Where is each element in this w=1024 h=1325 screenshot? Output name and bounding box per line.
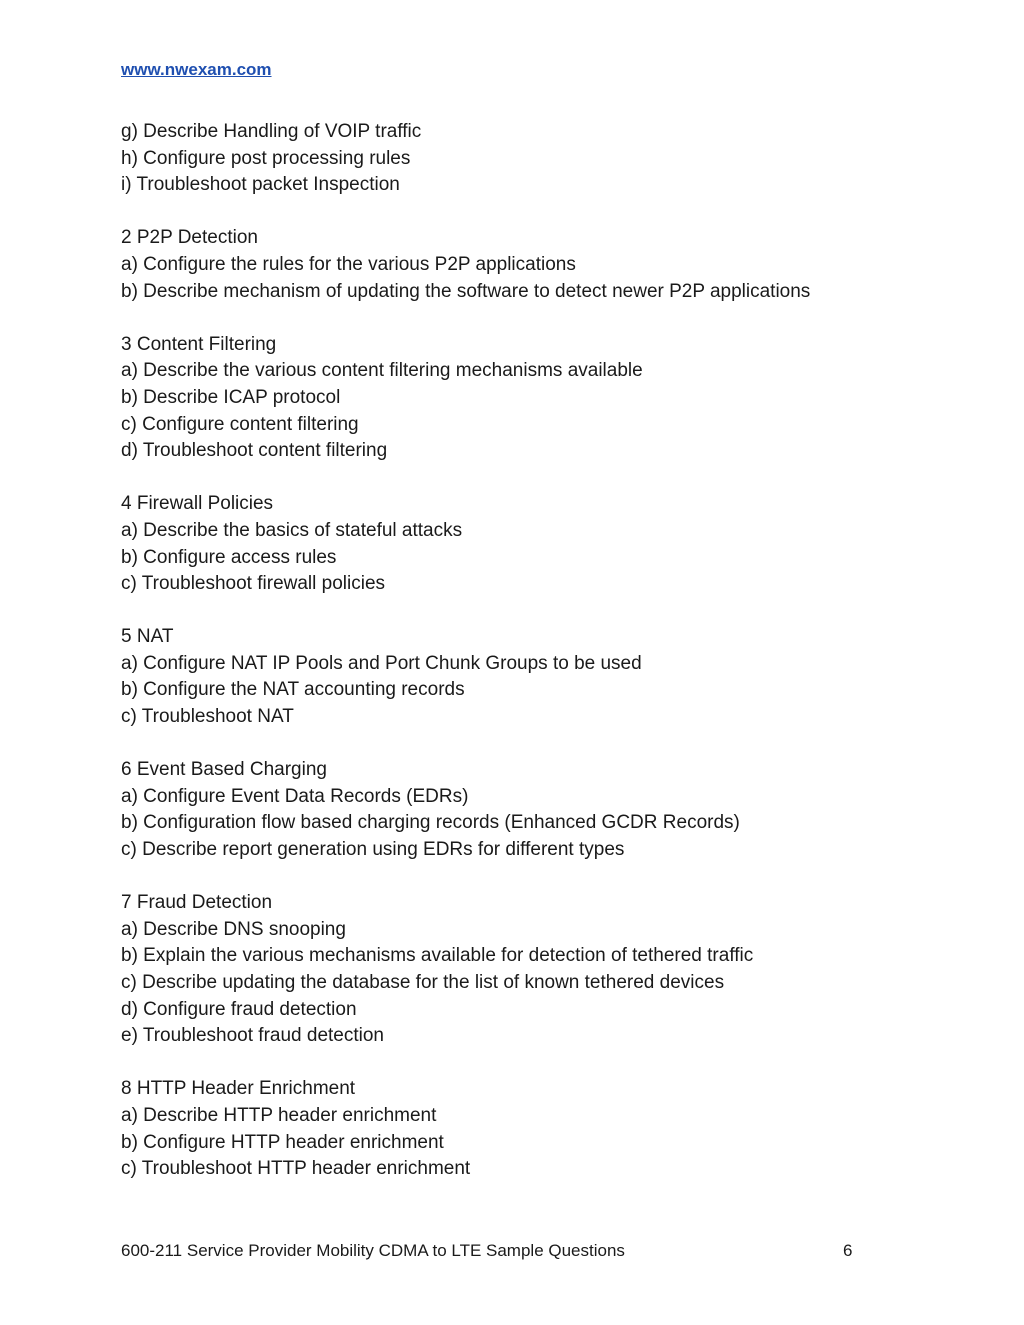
footer-title: 600-211 Service Provider Mobility CDMA to LTE Sample Questions bbox=[121, 1241, 625, 1260]
section-item: b) Explain the various mechanisms available for detection of tethered traffic bbox=[121, 945, 754, 967]
section-item: b) Configure the NAT accounting records bbox=[121, 679, 465, 701]
section-heading: 7 Fraud Detection bbox=[121, 892, 273, 914]
section-item: c) Configure content filtering bbox=[121, 413, 359, 435]
section-item: c) Troubleshoot HTTP header enrichment bbox=[121, 1158, 471, 1180]
section-heading: 6 Event Based Charging bbox=[121, 759, 327, 781]
section-item: a) Describe DNS snooping bbox=[121, 918, 346, 940]
section-item: b) Configure HTTP header enrichment bbox=[121, 1131, 444, 1153]
section-item: d) Configure fraud detection bbox=[121, 998, 357, 1020]
section-heading: 2 P2P Detection bbox=[121, 227, 258, 249]
section-item: a) Configure the rules for the various P2P applications bbox=[121, 253, 576, 275]
spacer bbox=[121, 305, 901, 332]
section-item: b) Configuration flow based charging records (Enhanced GCDR Records) bbox=[121, 812, 740, 834]
section-item: a) Describe HTTP header enrichment bbox=[121, 1104, 437, 1126]
intro-item: i) Troubleshoot packet Inspection bbox=[121, 174, 400, 196]
section-item: b) Configure access rules bbox=[121, 546, 337, 568]
header-site-link[interactable]: www.nwexam.com bbox=[121, 60, 272, 79]
section-item: c) Describe report generation using EDRs for different types bbox=[121, 839, 625, 861]
section-heading: 5 NAT bbox=[121, 626, 174, 648]
spacer bbox=[121, 465, 901, 492]
section-heading: 4 Firewall Policies bbox=[121, 493, 274, 515]
section-heading: 3 Content Filtering bbox=[121, 333, 277, 355]
spacer bbox=[121, 199, 901, 226]
spacer bbox=[121, 1050, 901, 1077]
page-number: 6 bbox=[843, 1241, 853, 1260]
intro-item: g) Describe Handling of VOIP traffic bbox=[121, 121, 422, 142]
section-item: a) Describe the various content filtering mechanisms available bbox=[121, 360, 643, 382]
section-item: c) Describe updating the database for the list of known tethered devices bbox=[121, 972, 725, 993]
section-item: a) Configure Event Data Records (EDRs) bbox=[121, 785, 469, 807]
document-body bbox=[121, 119, 901, 1183]
spacer bbox=[121, 864, 901, 891]
section-item: d) Troubleshoot content filtering bbox=[121, 440, 388, 462]
spacer bbox=[121, 731, 901, 758]
section-item: c) Troubleshoot NAT bbox=[121, 706, 294, 728]
section-item: e) Troubleshoot fraud detection bbox=[121, 1025, 385, 1047]
section-item: a) Configure NAT IP Pools and Port Chunk Groups to be used bbox=[121, 652, 642, 674]
section-item: c) Troubleshoot firewall policies bbox=[121, 573, 386, 595]
section-item: b) Describe mechanism of updating the software to detect newer P2P applications bbox=[121, 280, 811, 302]
section-item: a) Describe the basics of stateful attacks bbox=[121, 519, 463, 541]
intro-item: h) Configure post processing rules bbox=[121, 147, 411, 169]
spacer bbox=[121, 598, 901, 625]
section-heading: 8 HTTP Header Enrichment bbox=[121, 1078, 356, 1100]
section-item: b) Describe ICAP protocol bbox=[121, 386, 341, 408]
